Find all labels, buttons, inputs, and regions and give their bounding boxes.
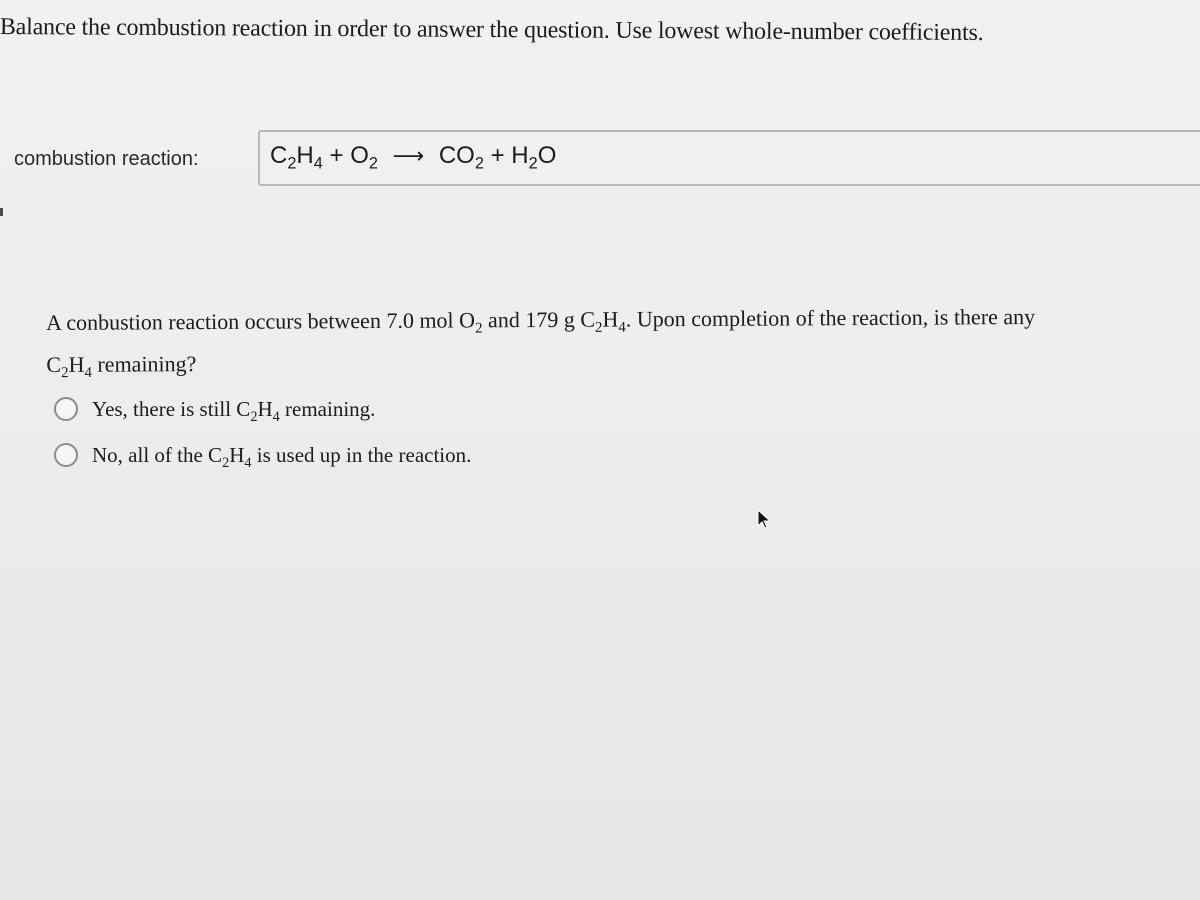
plus-sign: + xyxy=(490,142,505,169)
option-yes[interactable] xyxy=(54,386,471,432)
option-no-label: No, all of the $C_2H_4$ is used up in the reaction. xyxy=(92,442,472,471)
option-no[interactable] xyxy=(54,432,471,478)
instruction-text: Balance the combustion reaction in order to answer the question. Use lowest whole-number coefficients. xyxy=(0,14,984,47)
reactant-o2: $O_2$ xyxy=(350,142,378,173)
option-yes-label: Yes, there is still $C_2H_4$ remaining. xyxy=(92,396,376,425)
product-h2o: $H_2O$ xyxy=(511,142,557,173)
answer-options xyxy=(54,386,471,478)
reaction-label: combustion reaction: xyxy=(14,148,199,170)
reaction-row xyxy=(14,130,1200,190)
question-text: A conbustion reaction occurs between 7.0 mol $O_2$ and 179 g $C_2H_4$. Upon completion of the reaction, is there any $C_2H_4$ remaining? xyxy=(46,303,1036,382)
radio-button-yes[interactable] xyxy=(54,397,78,421)
reaction-arrow-icon: ⟶ xyxy=(392,143,425,168)
mouse-cursor-icon xyxy=(756,508,774,530)
equation-input-box[interactable] xyxy=(258,130,1200,186)
reactant-c2h4: $C_2H_4$ xyxy=(270,142,323,173)
equation xyxy=(270,142,557,173)
edge-marker xyxy=(0,208,3,216)
product-co2: $CO_2$ xyxy=(438,142,484,173)
plus-sign: + xyxy=(329,142,344,169)
radio-button-no[interactable] xyxy=(54,443,78,467)
